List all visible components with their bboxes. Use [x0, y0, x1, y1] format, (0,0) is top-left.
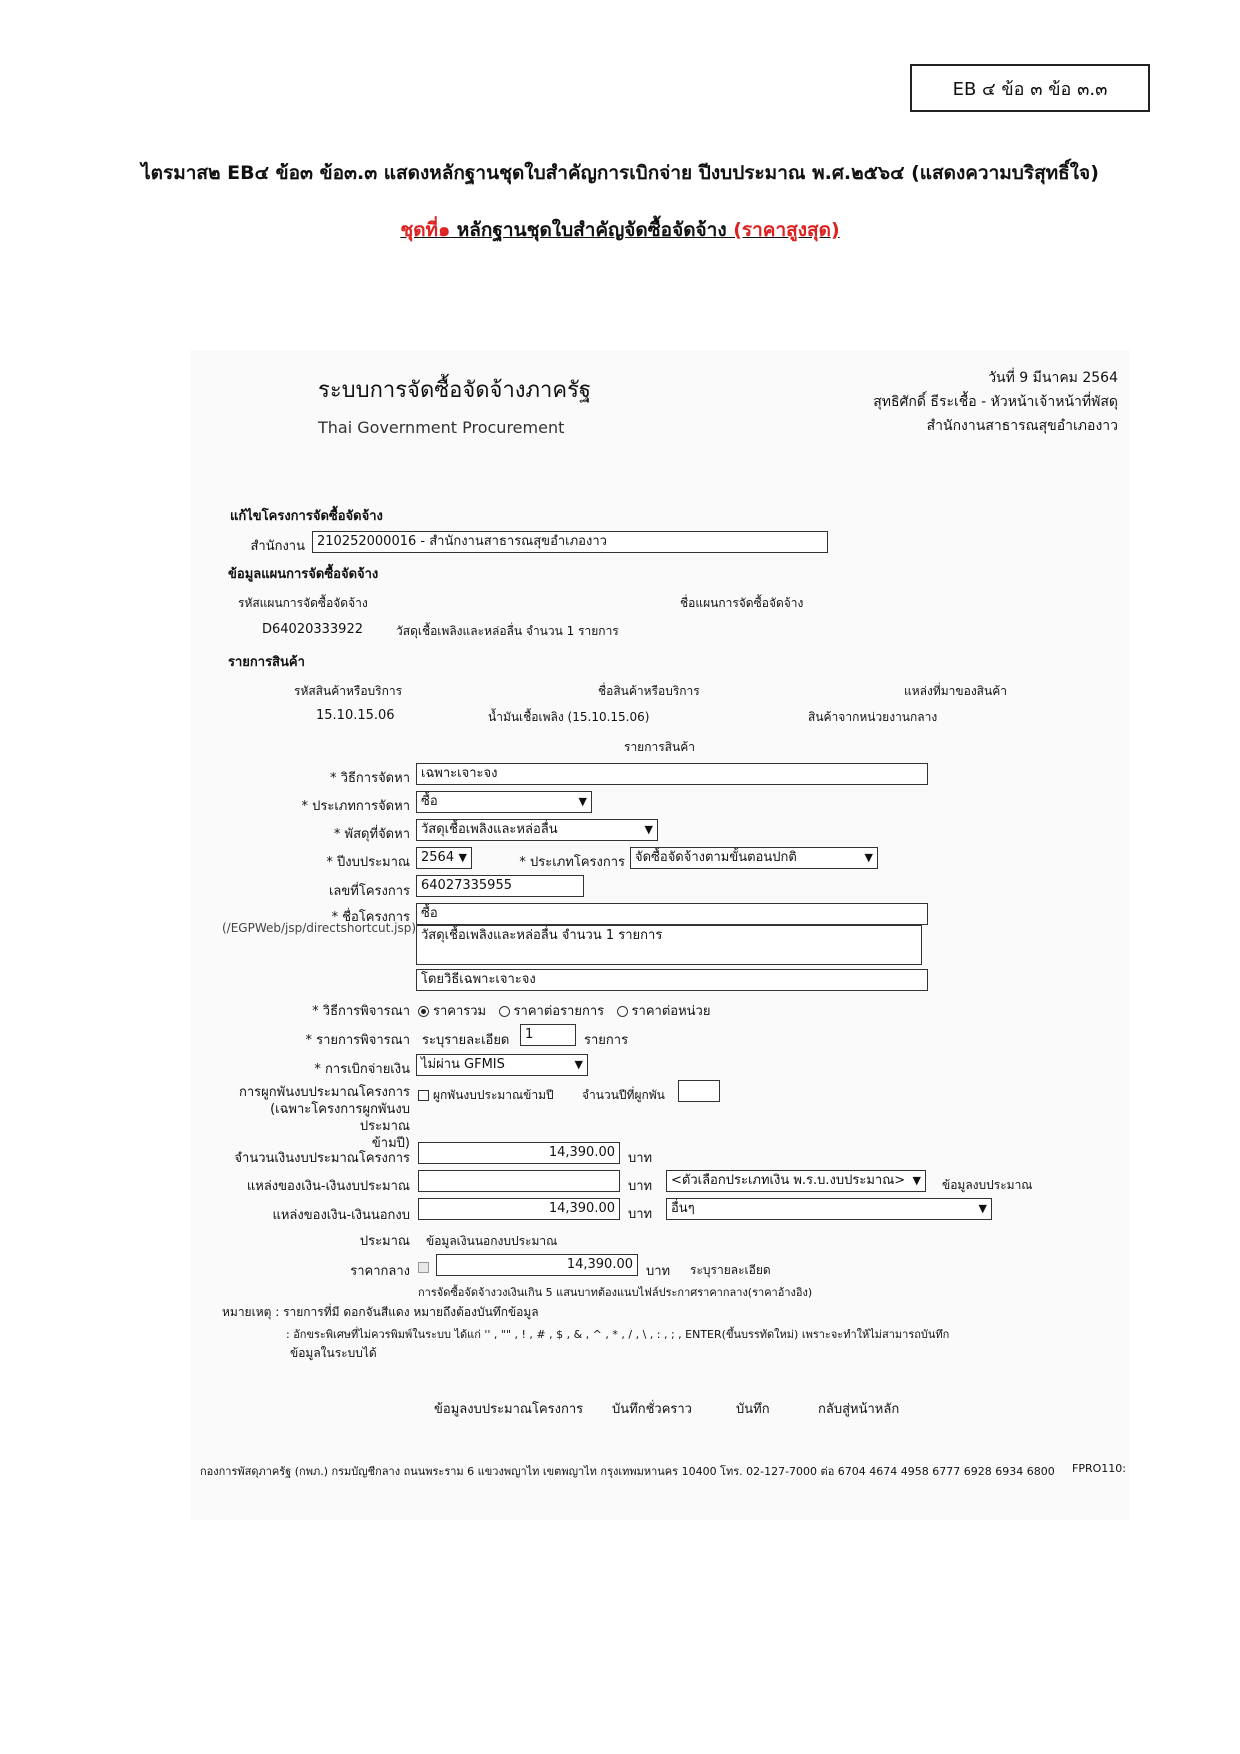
item-name: น้ำมันเชื้อเพลิง (15.10.15.06) [488, 710, 650, 724]
src-nonbudget-label [222, 1203, 410, 1255]
multi-year-label-3: ข้ามปี) [371, 1136, 410, 1151]
disburse-select[interactable] [416, 1054, 588, 1076]
project-budget-button[interactable]: ข้อมูลงบประมาณโครงการ [434, 1402, 584, 1417]
ref-price-baht: บาท [646, 1264, 671, 1279]
set-price: (ราคาสูงสุด) [733, 219, 840, 241]
remark-2: : อักขระพิเศษที่ไม่ควรพิมพ์ในระบบ ได้แก่ '' , "" , ! , # , $ , & , ^ , * , / , \ , : , ; , ENTER(ขึ้นบรรทัดใหม่) เพราะจะทำให้ไม่สามารถบันทึก [286, 1328, 950, 1341]
proc-type-value: ซื้อ [421, 794, 438, 809]
multi-year-count-label: จำนวนปีที่ผูกพัน [582, 1088, 665, 1102]
set-label: ชุดที่๑ [400, 219, 451, 241]
project-name-field-3[interactable]: โดยวิธีเฉพาะเจาะจง [416, 969, 928, 991]
src-budget-label: แหล่งของเงิน-เงินงบประมาณ [246, 1179, 410, 1194]
disburse-value: ไม่ผ่าน GFMIS [421, 1057, 505, 1072]
budget-baht: บาท [628, 1151, 653, 1166]
src-budget-select[interactable] [666, 1170, 926, 1192]
session-agency: สำนักงานสาธารณสุขอำเภองาว [926, 418, 1118, 434]
chevron-down-icon: ▼ [644, 823, 653, 836]
items-list-link[interactable]: รายการสินค้า [624, 740, 695, 754]
multi-year-count-field[interactable] [678, 1080, 720, 1102]
project-no-label: เลขที่โครงการ [328, 884, 410, 899]
remark-3: ข้อมูลในระบบได้ [290, 1346, 377, 1360]
chevron-down-icon: ▼ [574, 1058, 583, 1071]
project-name-field-1[interactable]: ซื้อ [416, 903, 928, 925]
chevron-down-icon: ▼ [458, 851, 467, 864]
ref-price-detail-link[interactable]: ระบุรายละเอียด [690, 1263, 771, 1277]
consider-items-label: * รายการพิจารณา [305, 1033, 410, 1048]
supply-value: วัสดุเชื้อเพลิงและหล่อลื่น [421, 822, 558, 837]
src-budget-baht: บาท [628, 1179, 653, 1194]
project-type-select[interactable] [630, 847, 878, 869]
consider-opt1: ราคารวม [433, 1004, 487, 1019]
item-code: 15.10.15.06 [316, 708, 395, 723]
src-budget-select-value: <ตัวเลือกประเภทเงิน พ.ร.บ.งบประมาณ> [671, 1173, 906, 1188]
reference-code: EB ๔ ข้อ ๓ ข้อ ๓.๓ [952, 78, 1108, 100]
system-name-en: Thai Government Procurement [318, 418, 565, 437]
supply-label: * พัสดุที่จัดหา [333, 827, 410, 842]
project-type-value: จัดซื้อจัดจ้างตามขั้นตอนปกติ [635, 850, 797, 865]
ref-price-note: การจัดซื้อจัดจ้างวงเงินเกิน 5 แสนบาทต้องแนบไฟล์ประกาศราคากลาง(ราคาอ้างอิง) [418, 1286, 813, 1299]
plan-code: D64020333922 [262, 622, 363, 637]
multi-year-option [418, 1086, 554, 1105]
ref-price-checkbox-wrap [418, 1260, 433, 1274]
src-nonbudget-label-1: แหล่งของเงิน-เงินนอกงบ [272, 1208, 410, 1223]
remark-1: หมายเหตุ : รายการที่มี ดอกจันสีแดง หมายถึงต้องบันทึกข้อมูล [222, 1305, 539, 1319]
consider-opt2: ราคาต่อรายการ [513, 1004, 605, 1019]
chevron-down-icon: ▼ [978, 1202, 987, 1215]
project-name-field-2[interactable]: วัสดุเชื้อเพลิงและหล่อลื่น จำนวน 1 รายการ [416, 925, 922, 965]
multi-year-label-2: (เฉพาะโครงการผูกพันงบประมาณ [270, 1102, 410, 1134]
session-date: วันที่ 9 มีนาคม 2564 [988, 370, 1118, 386]
consider-items-field[interactable]: 1 [520, 1024, 576, 1046]
radio-per-unit[interactable] [617, 1006, 628, 1017]
proc-type-label: * ประเภทการจัดหา [301, 799, 410, 814]
item-name-label: ชื่อสินค้าหรือบริการ [598, 684, 700, 698]
plan-name-label: ชื่อแผนการจัดซื้อจัดจ้าง [680, 596, 804, 610]
footer-address: กองการพัสดุภาครัฐ (กพภ.) กรมบัญชีกลาง ถนนพระราม 6 แขวงพญาไท เขตพญาไท กรุงเทพมหานคร 10400 โทร. 02-127-7000 ต่อ 6704 4674 4958 6777 6928 6934 6800 [200, 1465, 1055, 1478]
chevron-down-icon: ▼ [912, 1174, 921, 1187]
src-nonbudget-info-link[interactable]: ข้อมูลเงินนอกงบประมาณ [426, 1234, 558, 1248]
item-source: สินค้าจากหน่วยงานกลาง [808, 710, 938, 724]
system-name: ระบบการจัดซื้อจัดจ้างภาครัฐ [318, 378, 592, 403]
fy-select[interactable] [416, 847, 472, 869]
project-type-label: * ประเภทโครงการ [519, 855, 625, 870]
multi-year-label [222, 1084, 410, 1152]
src-nonbudget-label-2: ประมาณ [359, 1234, 410, 1249]
consider-options [418, 1000, 710, 1021]
radio-total-price[interactable] [418, 1006, 429, 1017]
consider-items-suffix: รายการ [584, 1033, 629, 1048]
project-name-label: * ชื่อโครงการ [331, 910, 410, 925]
footer-code: FPRO110: [1072, 1462, 1126, 1475]
ref-price-label: ราคากลาง [350, 1264, 410, 1279]
document-subheading [40, 215, 1200, 245]
url-note: (/EGPWeb/jsp/directshortcut.jsp) [222, 921, 417, 935]
save-draft-button[interactable]: บันทึกชั่วคราว [612, 1402, 692, 1417]
back-home-button[interactable]: กลับสู่หน้าหลัก [818, 1402, 900, 1417]
set-title: หลักฐานชุดใบสำคัญจัดซื้อจัดจ้าง [450, 219, 734, 241]
fy-label: * ปีงบประมาณ [326, 855, 410, 870]
project-no-field[interactable]: 64027335955 [416, 875, 584, 897]
plan-name: วัสดุเชื้อเพลิงและหล่อลื่น จำนวน 1 รายการ [396, 624, 619, 638]
reference-box [910, 64, 1150, 112]
method-label: * วิธีการจัดหา [330, 771, 410, 786]
consider-label: * วิธีการพิจารณา [312, 1004, 410, 1019]
session-user: สุทธิศักดิ์ ธีระเชื้อ - หัวหน้าเจ้าหน้าที่พัสดุ [873, 394, 1118, 410]
budget-label: จำนวนเงินงบประมาณโครงการ [234, 1151, 410, 1166]
ref-price-checkbox[interactable] [418, 1262, 429, 1273]
supply-select[interactable] [416, 819, 658, 841]
multi-year-label-1: การผูกพันงบประมาณโครงการ [238, 1085, 410, 1100]
src-budget-info-link[interactable]: ข้อมูลงบประมาณ [942, 1178, 1033, 1192]
item-source-label: แหล่งที่มาของสินค้า [904, 684, 1007, 698]
document-heading: ไตรมาส๒ EB๔ ข้อ๓ ข้อ๓.๓ แสดงหลักฐานชุดใบสำคัญการเบิกจ่าย ปีงบประมาณ พ.ศ.๒๕๖๔ (แสดงความบริสุทธิ์ใจ) [141, 162, 1099, 184]
plan-code-label: รหัสแผนการจัดซื้อจัดจ้าง [238, 596, 368, 610]
disburse-label: * การเบิกจ่ายเงิน [314, 1062, 410, 1077]
src-nonbudget-baht: บาท [628, 1207, 653, 1222]
radio-per-item[interactable] [499, 1006, 510, 1017]
session-info [780, 366, 1118, 438]
consider-opt3: ราคาต่อหน่วย [631, 1004, 711, 1019]
consider-items-prefix: ระบุรายละเอียด [422, 1033, 510, 1048]
office-label: สำนักงาน [250, 539, 305, 554]
ref-price-field[interactable]: 14,390.00 [436, 1254, 638, 1276]
fy-value: 2564 [421, 850, 455, 865]
src-budget-field[interactable] [418, 1170, 620, 1192]
proc-type-select[interactable] [416, 791, 592, 813]
method-field[interactable]: เฉพาะเจาะจง [416, 763, 928, 785]
office-field[interactable]: 210252000016 - สำนักงานสาธารณสุขอำเภองาว [312, 531, 828, 553]
src-nonbudget-select[interactable] [666, 1198, 992, 1220]
item-code-label: รหัสสินค้าหรือบริการ [294, 684, 403, 698]
items-section-title: รายการสินค้า [228, 655, 305, 670]
form-title: แก้ไขโครงการจัดซื้อจัดจ้าง [230, 509, 383, 524]
chevron-down-icon: ▼ [864, 851, 873, 864]
src-nonbudget-select-value: อื่นๆ [671, 1201, 695, 1216]
multi-year-checkbox[interactable] [418, 1090, 429, 1101]
budget-field[interactable]: 14,390.00 [418, 1142, 620, 1164]
save-button[interactable]: บันทึก [736, 1402, 770, 1417]
multi-year-check-label: ผูกพันงบประมาณข้ามปี [433, 1088, 554, 1102]
plan-section-title: ข้อมูลแผนการจัดซื้อจัดจ้าง [228, 567, 379, 582]
chevron-down-icon: ▼ [578, 795, 587, 808]
src-nonbudget-field[interactable]: 14,390.00 [418, 1198, 620, 1220]
